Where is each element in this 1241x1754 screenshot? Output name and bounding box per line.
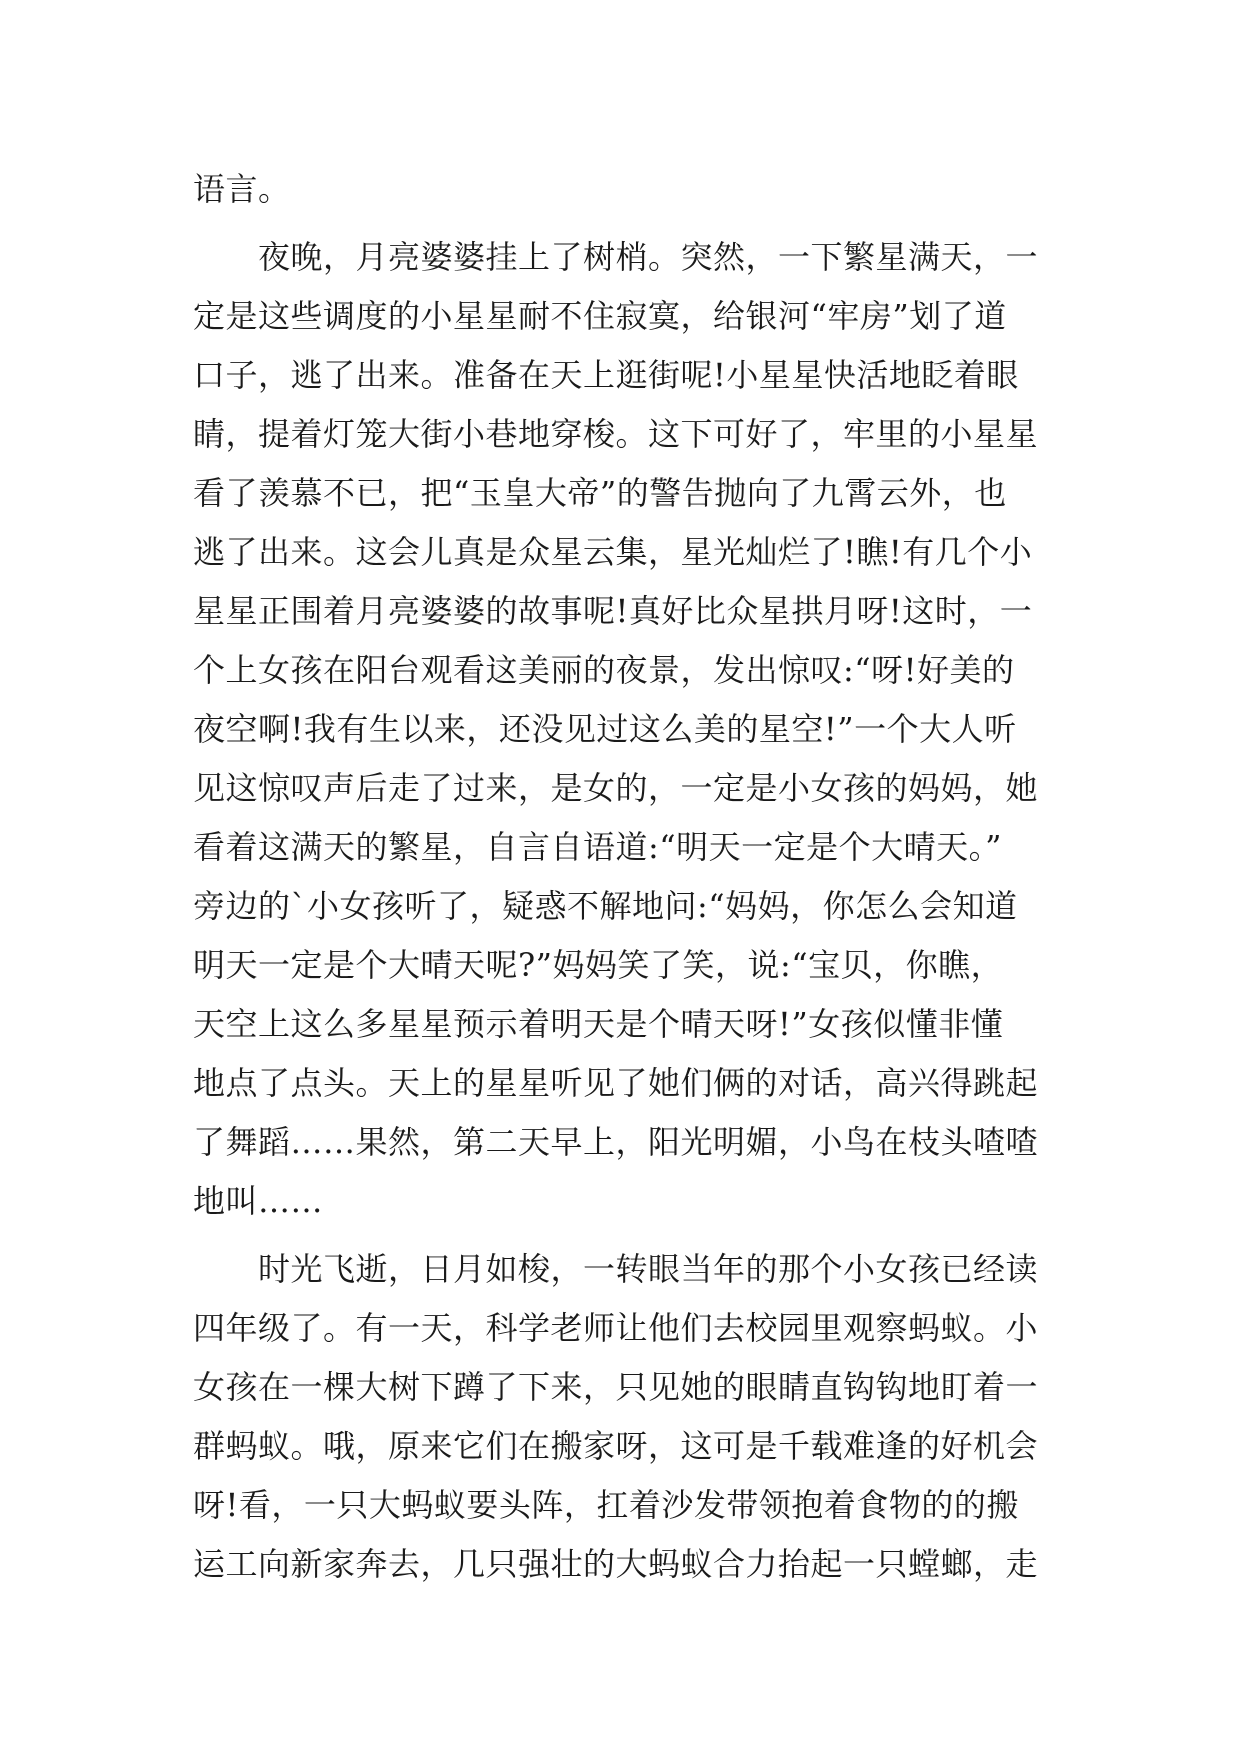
text-line: 四年级了。有一天，科学老师让他们去校园里观察蚂蚁。小: [193, 1309, 1039, 1347]
paragraph: [193, 228, 1053, 1231]
text-line: 群蚂蚁。哦，原来它们在搬家呀，这可是千载难逢的好机会: [193, 1427, 1039, 1465]
text-line: 地叫……: [193, 1182, 324, 1220]
text-line: 星星正围着月亮婆婆的故事呢!真好比众星拱月呀!这时，一: [193, 592, 1033, 630]
text-line: 了舞蹈……果然，第二天早上，阳光明媚，小鸟在枝头喳喳: [193, 1123, 1039, 1161]
text-line: 夜晚，月亮婆婆挂上了树梢。突然，一下繁星满天，一: [193, 238, 1039, 276]
text-line: 明天一定是个大晴天呢?”妈妈笑了笑，说:“宝贝，你瞧，: [193, 946, 1004, 984]
text-line: 见这惊叹声后走了过来，是女的，一定是小女孩的妈妈，她: [193, 769, 1039, 807]
paragraph: [193, 1240, 1053, 1594]
text-line: 口子，逃了出来。准备在天上逛街呢!小星星快活地眨着眼: [193, 356, 1019, 394]
text-line: 夜空啊!我有生以来，还没见过这么美的星空!”一个大人听: [193, 710, 1017, 748]
text-line: 语言。: [193, 170, 291, 208]
text-line: 呀!看，一只大蚂蚁要头阵，扛着沙发带领抱着食物的的搬: [193, 1486, 1019, 1524]
paragraph: [193, 160, 1053, 219]
text-line: 天空上这么多星星预示着明天是个晴天呀!”女孩似懂非懂: [193, 1005, 1004, 1043]
text-line: 看了羡慕不已，把“玉皇大帝”的警告抛向了九霄云外，也: [193, 474, 1007, 512]
document-body: [193, 160, 1053, 1594]
text-line: 看着这满天的繁星，自言自语道:“明天一定是个大晴天。”: [193, 828, 1003, 866]
text-line: 睛，提着灯笼大街小巷地穿梭。这下可好了，牢里的小星星: [193, 415, 1039, 453]
text-line: 旁边的`小女孩听了，疑惑不解地问:“妈妈，你怎么会知道: [193, 887, 1018, 925]
text-line: 逃了出来。这会儿真是众星云集，星光灿烂了!瞧!有几个小: [193, 533, 1033, 571]
text-line: 时光飞逝，日月如梭，一转眼当年的那个小女孩已经读: [193, 1250, 1039, 1288]
text-line: 地点了点头。天上的星星听见了她们俩的对话，高兴得跳起: [193, 1064, 1039, 1102]
text-line: 个上女孩在阳台观看这美丽的夜景，发出惊叹:“呀!好美的: [193, 651, 1015, 689]
text-line: 定是这些调度的小星星耐不住寂寞，给银河“牢房”划了道: [193, 297, 1007, 335]
text-line: 女孩在一棵大树下蹲了下来，只见她的眼睛直钩钩地盯着一: [193, 1368, 1039, 1406]
text-line: 运工向新家奔去，几只强壮的大蚂蚁合力抬起一只螳螂，走: [193, 1545, 1039, 1583]
